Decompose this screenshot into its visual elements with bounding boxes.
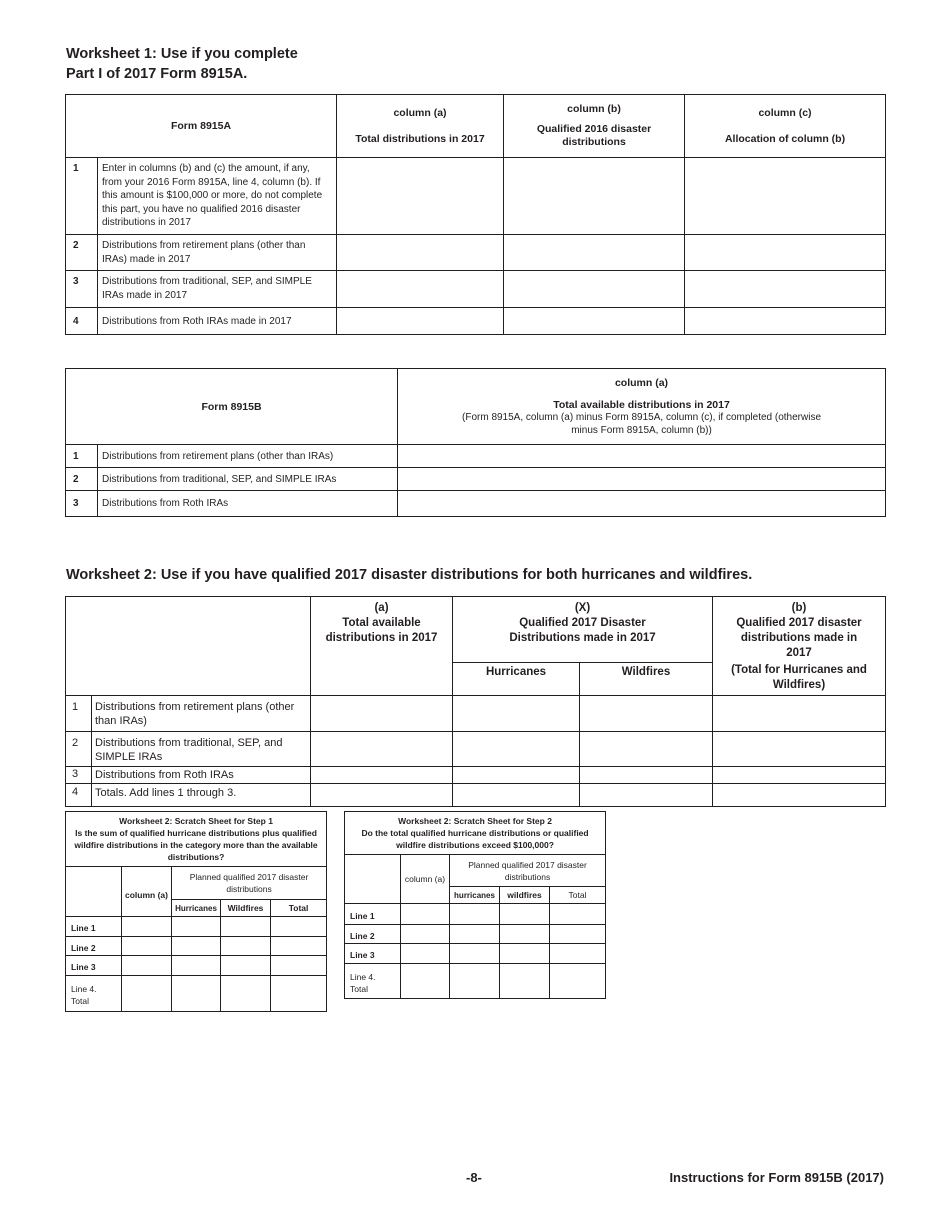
entry-cell[interactable] — [685, 158, 886, 235]
scratch-sheet-step2 — [344, 811, 606, 999]
document-title-footer: Instructions for Form 8915B (2017) — [669, 1170, 884, 1185]
scratch1-sub-hurricanes: Hurricanes — [172, 900, 221, 917]
col-a-title: column (a) — [393, 107, 447, 119]
col-b-note: (Total for Hurricanes and Wildfires) — [731, 664, 867, 691]
line-description: Distributions from Roth IRAs — [92, 767, 311, 784]
entry-cell[interactable] — [311, 767, 453, 784]
table-row — [66, 271, 886, 308]
entry-cell[interactable] — [450, 944, 500, 964]
entry-cell[interactable] — [453, 767, 580, 784]
scratch2-col-a: column (a) — [401, 855, 450, 904]
table-row — [345, 964, 606, 999]
entry-cell[interactable] — [271, 937, 327, 956]
scratch2-question: Do the total qualified hurricane distributions or qualified wildfire distributions exceed $100,000? — [361, 828, 589, 850]
line-number: 2 — [66, 235, 98, 271]
col-a-subtitle: Total distributions in 2017 — [355, 133, 485, 145]
table-row — [345, 944, 606, 964]
row-label: Line 1 — [345, 904, 401, 925]
entry-cell[interactable] — [550, 904, 606, 925]
scratch-sheet-step1 — [65, 811, 327, 1012]
line-description: Distributions from Roth IRAs made in 2017 — [98, 308, 337, 335]
scratch1-planned: Planned qualified 2017 disaster distributions — [172, 867, 327, 900]
col-a-header — [337, 95, 504, 158]
entry-cell[interactable] — [337, 235, 504, 271]
table-row — [66, 696, 886, 732]
entry-cell[interactable] — [453, 784, 580, 807]
entry-cell[interactable] — [122, 937, 172, 956]
entry-cell[interactable] — [122, 976, 172, 1012]
line-number: 1 — [66, 445, 98, 468]
row-label: Line 2 — [66, 937, 122, 956]
entry-cell[interactable] — [713, 784, 886, 807]
table-row — [66, 491, 886, 517]
line-number: 1 — [66, 696, 92, 732]
entry-cell[interactable] — [337, 308, 504, 335]
table-row — [66, 917, 327, 937]
entry-cell[interactable] — [401, 925, 450, 944]
entry-cell[interactable] — [221, 976, 271, 1012]
worksheet2-corner-cell — [66, 597, 311, 696]
line-description: Distributions from traditional, SEP, and SIMPLE IRAs — [98, 468, 398, 491]
line-description: Distributions from traditional, SEP, and SIMPLE IRAs — [92, 732, 311, 767]
scratch2-corner — [345, 855, 401, 904]
col-c-header — [685, 95, 886, 158]
scratch1-sub-wildfires: Wildfires — [221, 900, 271, 917]
line-number: 3 — [66, 491, 98, 517]
entry-cell[interactable] — [713, 767, 886, 784]
row-label: Line 4. Total — [66, 976, 122, 1012]
worksheet1-title-line1: Worksheet 1: Use if you complete — [66, 46, 298, 62]
entry-cell[interactable] — [500, 964, 550, 999]
table-row — [66, 784, 886, 807]
entry-cell[interactable] — [713, 696, 886, 732]
table-row — [66, 308, 886, 335]
entry-cell[interactable] — [580, 767, 713, 784]
row-label: Line 3 — [345, 944, 401, 964]
line-description: Totals. Add lines 1 through 3. — [92, 784, 311, 807]
scratch2-sub-hurricanes: hurricanes — [450, 887, 500, 904]
entry-cell[interactable] — [685, 235, 886, 271]
entry-cell[interactable] — [271, 976, 327, 1012]
line-description: Distributions from retirement plans (other than IRAs) — [92, 696, 311, 732]
entry-cell[interactable] — [500, 944, 550, 964]
entry-cell[interactable] — [311, 696, 453, 732]
table-row — [345, 925, 606, 944]
row-label: Line 4. Total — [345, 964, 401, 999]
worksheet1-title-line2: Part I of 2017 Form 8915A. — [66, 66, 248, 82]
col-c-subtitle: Allocation of column (b) — [724, 133, 846, 145]
col-a-header — [311, 597, 453, 696]
entry-cell[interactable] — [221, 917, 271, 937]
sub-wildfires-header: Wildfires — [580, 663, 713, 696]
entry-cell[interactable] — [713, 732, 886, 767]
entry-cell[interactable] — [221, 937, 271, 956]
line-number: 3 — [66, 271, 98, 308]
entry-cell[interactable] — [311, 732, 453, 767]
entry-cell[interactable] — [172, 917, 221, 937]
entry-cell[interactable] — [580, 696, 713, 732]
col-b-header — [504, 95, 685, 158]
table-row — [66, 235, 886, 271]
entry-cell[interactable] — [172, 976, 221, 1012]
entry-cell[interactable] — [398, 445, 886, 468]
col-a-subtitle: Total available distributions in 2017 — [553, 398, 730, 411]
line-number: 1 — [66, 158, 98, 235]
entry-cell[interactable] — [122, 956, 172, 976]
entry-cell[interactable] — [398, 491, 886, 517]
entry-cell[interactable] — [504, 271, 685, 308]
sub-hurricanes-header: Hurricanes — [453, 663, 580, 696]
scratch1-corner — [66, 867, 122, 917]
entry-cell[interactable] — [450, 925, 500, 944]
entry-cell[interactable] — [504, 158, 685, 235]
col-a-note: (Form 8915A, column (a) minus Form 8915A, column (c), if completed (otherwise minus Form 8915A, column (b)) — [462, 411, 822, 436]
form-8915b-table — [65, 368, 886, 517]
entry-cell[interactable] — [401, 904, 450, 925]
entry-cell[interactable] — [685, 308, 886, 335]
table-row — [66, 468, 886, 491]
scratch2-title: Worksheet 2: Scratch Sheet for Step 2 — [398, 816, 552, 826]
scratch1-question: Is the sum of qualified hurricane distributions plus qualified wildfire distributions in the category more than the available distributions? — [74, 828, 318, 862]
entry-cell[interactable] — [221, 956, 271, 976]
worksheet2-title: Worksheet 2: Use if you have qualified 2017 disaster distributions for both hurricanes and wildfires. — [66, 567, 753, 583]
entry-cell[interactable] — [172, 937, 221, 956]
scratch1-col-a: column (a) — [122, 867, 172, 917]
line-description: Distributions from Roth IRAs — [98, 491, 398, 517]
col-b-label: Qualified 2017 disaster distributions made in 2017 — [736, 617, 862, 659]
entry-cell[interactable] — [122, 917, 172, 937]
scratch1-title: Worksheet 2: Scratch Sheet for Step 1 — [119, 816, 273, 826]
entry-cell[interactable] — [580, 732, 713, 767]
entry-cell[interactable] — [337, 158, 504, 235]
col-x-letter: (X) — [574, 602, 591, 614]
col-b-title: column (b) — [567, 103, 621, 115]
scratch2-sub-total: Total — [550, 887, 606, 904]
entry-cell[interactable] — [550, 925, 606, 944]
col-x-header — [453, 597, 713, 663]
row-label: Line 3 — [66, 956, 122, 976]
scratch2-planned: Planned qualified 2017 disaster distributions — [450, 855, 606, 887]
table-row — [66, 976, 327, 1012]
entry-cell[interactable] — [580, 784, 713, 807]
table-row — [66, 767, 886, 784]
line-description: Distributions from traditional, SEP, and SIMPLE IRAs made in 2017 — [98, 271, 337, 308]
entry-cell[interactable] — [500, 904, 550, 925]
form-8915a-label: Form 8915A — [66, 95, 337, 158]
entry-cell[interactable] — [450, 904, 500, 925]
col-a-label: Total available distributions in 2017 — [325, 617, 438, 644]
entry-cell[interactable] — [504, 308, 685, 335]
row-label: Line 1 — [66, 917, 122, 937]
table-row — [66, 937, 327, 956]
col-x-label: Qualified 2017 Disaster Distributions made in 2017 — [509, 617, 656, 644]
col-a-header — [398, 369, 886, 445]
table-row — [345, 904, 606, 925]
entry-cell[interactable] — [337, 271, 504, 308]
scratch1-sub-total: Total — [271, 900, 327, 917]
col-b-subtitle: Qualified 2016 disaster distributions — [536, 123, 652, 148]
table-row — [66, 445, 886, 468]
form-8915a-table — [65, 94, 886, 335]
page-number: -8- — [466, 1170, 482, 1185]
entry-cell[interactable] — [450, 964, 500, 999]
entry-cell[interactable] — [401, 964, 450, 999]
worksheet2-table — [65, 596, 886, 807]
row-label: Line 2 — [345, 925, 401, 944]
entry-cell[interactable] — [271, 956, 327, 976]
line-description: Distributions from retirement plans (other than IRAs) made in 2017 — [98, 235, 337, 271]
entry-cell[interactable] — [398, 468, 886, 491]
col-b-letter: (b) — [791, 602, 807, 614]
line-description: Distributions from retirement plans (other than IRAs) — [98, 445, 398, 468]
line-number: 2 — [66, 468, 98, 491]
line-number: 4 — [66, 784, 92, 807]
col-a-title: column (a) — [614, 376, 669, 389]
scratch1-header — [66, 812, 327, 867]
entry-cell[interactable] — [685, 271, 886, 308]
line-description: Enter in columns (b) and (c) the amount, if any, from your 2016 Form 8915A, line 4, column (b). If this amount is $100,000 or more, do not complete this part, you have no qualified 2016 disaster distributions in 2017 — [98, 158, 337, 235]
line-number: 3 — [66, 767, 92, 784]
entry-cell[interactable] — [453, 732, 580, 767]
col-b-header — [713, 597, 886, 696]
entry-cell[interactable] — [453, 696, 580, 732]
col-a-letter: (a) — [374, 602, 389, 614]
line-number: 2 — [66, 732, 92, 767]
entry-cell[interactable] — [401, 944, 450, 964]
table-row — [66, 158, 886, 235]
scratch2-header — [345, 812, 606, 855]
entry-cell[interactable] — [550, 944, 606, 964]
entry-cell[interactable] — [550, 964, 606, 999]
entry-cell[interactable] — [504, 235, 685, 271]
line-number: 4 — [66, 308, 98, 335]
worksheet1-title — [66, 44, 298, 84]
table-row — [66, 732, 886, 767]
scratch2-sub-wildfires: wildfires — [500, 887, 550, 904]
form-8915b-label: Form 8915B — [66, 369, 398, 445]
entry-cell[interactable] — [271, 917, 327, 937]
entry-cell[interactable] — [172, 956, 221, 976]
entry-cell[interactable] — [500, 925, 550, 944]
table-row — [66, 956, 327, 976]
col-c-title: column (c) — [758, 107, 812, 119]
entry-cell[interactable] — [311, 784, 453, 807]
